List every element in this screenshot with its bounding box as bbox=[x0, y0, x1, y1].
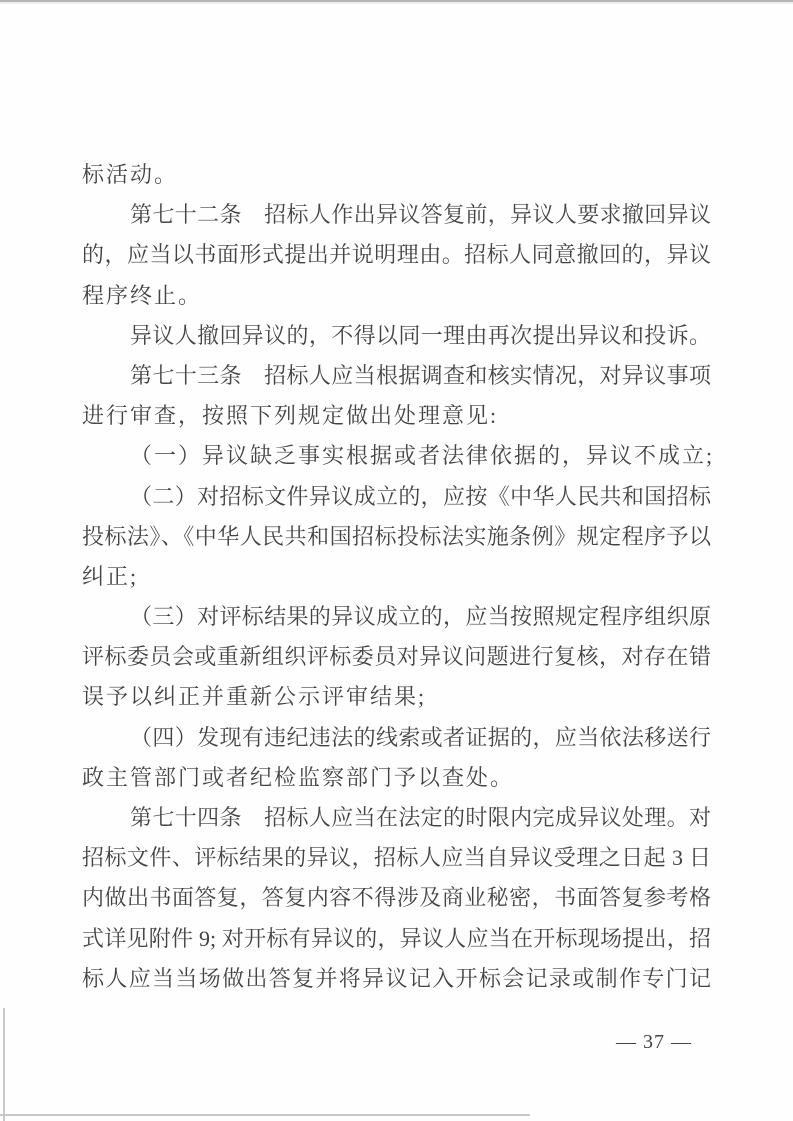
text-line: 评标委员会或重新组织评标委员对异议问题进行复核，对存在错 bbox=[82, 644, 711, 670]
text-line: 标活动。 bbox=[82, 162, 179, 187]
text-line: 第七十二条 招标人作出异议答复前，异议人要求撤回异议 bbox=[130, 202, 711, 228]
text-line: 政主管部门或者纪检监察部门予以查处。 bbox=[82, 764, 515, 790]
page-number: — 37 — bbox=[616, 1031, 692, 1053]
text-line: （三）对评标结果的异议成立的，应当按照规定程序组织原 bbox=[130, 604, 711, 630]
text-line: 异议人撤回异议的，不得以同一理由再次提出异议和投诉。 bbox=[130, 322, 711, 348]
text-line: 第七十四条 招标人应当在法定的时限内完成异议处理。对 bbox=[130, 805, 711, 830]
text-line: 式详见附件 9; 对开标有异议的，异议人应当在开标现场提出，招 bbox=[82, 925, 711, 951]
scan-bottom-edge bbox=[0, 1114, 530, 1116]
text-line: 的，应当以书面形式提出并说明理由。招标人同意撤回的，异议 bbox=[82, 242, 711, 268]
text-line: 招标文件、评标结果的异议，招标人应当自异议受理之日起 3 日 bbox=[82, 845, 711, 871]
page-body-text bbox=[82, 155, 715, 999]
text-line: 投标法》、《中华人民共和国招标投标法实施条例》规定程序予以 bbox=[82, 523, 711, 549]
text-line: 进行审查，按照下列规定做出处理意见: bbox=[82, 403, 499, 429]
text-line: 误予以纠正并重新公示评审结果; bbox=[82, 684, 427, 710]
text-line: 标人应当当场做出答复并将异议记入开标会记录或制作专门记 bbox=[82, 965, 711, 991]
text-line: 第七十三条 招标人应当根据调查和核实情况，对异议事项 bbox=[130, 362, 711, 388]
text-line: （一）异议缺乏事实根据或者法律依据的，异议不成立; bbox=[130, 443, 715, 469]
text-line: 程序终止。 bbox=[82, 282, 203, 308]
text-line: （四）发现有违纪违法的线索或者证据的，应当依法移送行 bbox=[130, 724, 711, 750]
scan-left-edge bbox=[3, 1008, 5, 1121]
text-line: 内做出书面答复，答复内容不得涉及商业秘密，书面答复参考格 bbox=[82, 885, 711, 911]
scan-top-edge-haze bbox=[0, 2, 793, 4]
text-line: （二）对招标文件异议成立的，应按《中华人民共和国招标 bbox=[130, 483, 711, 509]
text-line: 纠正; bbox=[82, 563, 139, 589]
